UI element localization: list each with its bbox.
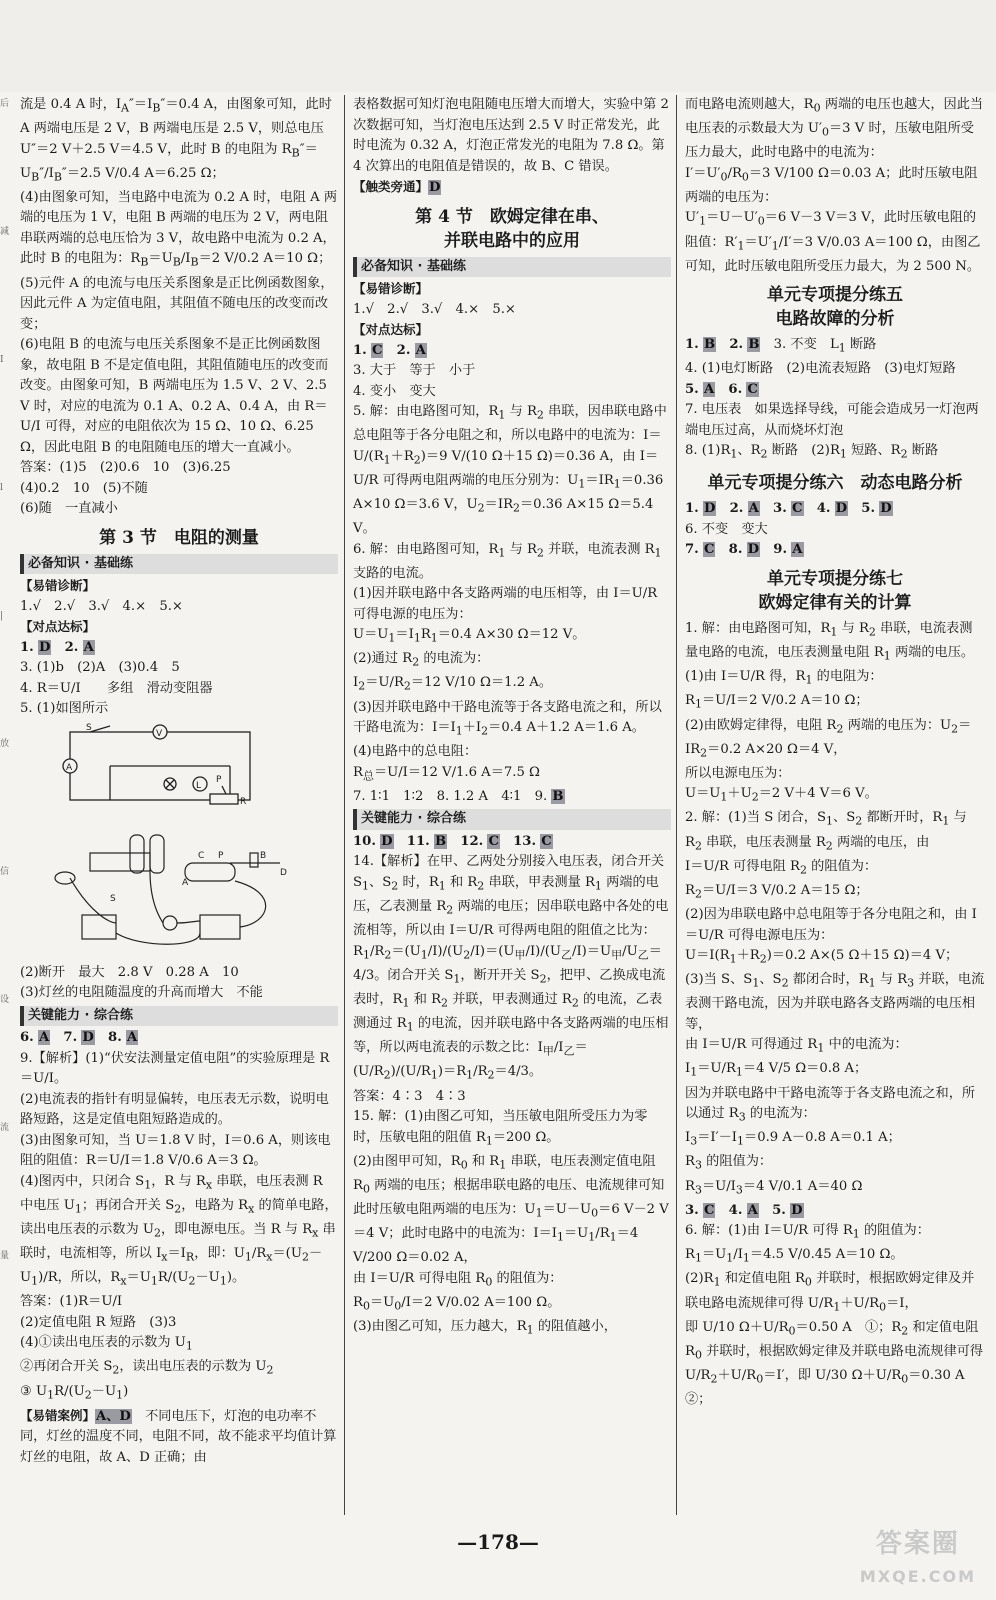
section-title: 单元专项提分练六 动态电路分析 [707, 473, 963, 494]
answer-line: 所以电源电压为： [685, 765, 791, 781]
svg-text:P: P [216, 774, 222, 785]
choice-answer: C [371, 342, 383, 358]
answer-line: $I_1=U/R_1=4$ V/5 Ω＝0.8 A； [685, 1061, 868, 1080]
choice-answer: B [434, 833, 447, 849]
choice-answer: C [541, 833, 552, 849]
answer-line: 7. 电压表 如果选择导线，可能会造成另一灯泡两端电压过高，从而烧坏灯泡 [685, 402, 979, 438]
answer-line: (4)由图象可知，当电路中电流为 0.2 A 时，电阻 A 两端的电压为 1 V，电阻 B 两端的电压为 2 V，两电阻串联两端的总电压恰为 3 V，故电路中电流为 0.2 A，此时 B 的电阻为：$R_B=U_B/I_B=2$ V/0.2 A＝10 Ω； [20, 189, 338, 270]
answer-line: 4. (1)电灯断路 (2)电流表短路 (3)电灯短路 [685, 361, 956, 377]
choice-answer: A [792, 542, 803, 558]
svg-text:L: L [196, 780, 202, 791]
column-divider [676, 95, 677, 1515]
answer-line: 答案：4∶3 4∶3 [353, 1088, 466, 1104]
section-title: 单元专项提分练七 欧姆定律有关的计算 [758, 568, 912, 613]
answer-line: (4)0.2 10 (5)不随 [20, 480, 148, 496]
choice-answer: D [38, 639, 51, 655]
choice-answer: C [703, 542, 715, 558]
choice-answer: D [747, 542, 760, 558]
text-block [685, 1221, 985, 1410]
choice-answer: A [83, 639, 94, 655]
choice-answer: A [127, 1030, 138, 1046]
answer-page [8, 95, 988, 1525]
answer-line: ③ $U_1R/(U_2-U_1)$ [20, 1383, 129, 1402]
error-diagnosis-label: 【易错诊断】 [353, 281, 429, 296]
key-ability-label: 关键能力 · 综合练 [353, 809, 671, 830]
choice-answer: C [792, 501, 803, 517]
choice-answer: D [82, 1030, 94, 1046]
svg-text:V: V [156, 728, 163, 739]
answer-line: ②再闭合开关 $S_2$，读出电压表的示数为 $U_2$ [20, 1359, 274, 1378]
answer-line: (6)随 一直减小 [20, 501, 118, 517]
text-block [353, 95, 671, 177]
choice-answer: B [703, 337, 716, 353]
choice-answer: A、D [96, 1408, 131, 1424]
answer-line: $R_3$ 的阻值为： [685, 1154, 773, 1173]
answer-line: (4)图丙中，只闭合 $S_1$，R 与 $R_x$ 串联，电压表测 R 中电压 $U_1$；再闭合开关 $S_2$，电路为 $R_x$ 的简单电路，读出电压表的示数为 $U_2$，即电源电压。当 R 与 $R_x$ 串联时，电流相等，所以 $I_x=I_R$，即：$U_1/R_x=(U_2-U_1)/R$，所以，$R_x=U_1R/(U_2-U_1)$。 [20, 1173, 338, 1288]
answer-line: (2)由欧姆定律得，电阻 $R_2$ 两端的电压为：$U_2=IR_2=0.2$ A×20 Ω＝4 V， [685, 717, 972, 760]
answer-line: 8. $(1)R_1$、$R_2$ 断路 $(2)R_1$ 短路、$R_2$ 断路 [685, 443, 939, 461]
answer-line: 3. 大于 等于 小于 [353, 363, 476, 378]
answer-line: 6. A 7. D 8. A [20, 1030, 138, 1046]
answer-line: 流是 0.4 A 时，$I_A''=I_B''=0.4$ A，由图象可知，此时 A 两端电压是 2 V，B 两端电压是 2.5 V，则总电压 U″＝2 V＋2.5 V＝4.5 V，此时 B 的电阻为 $R_B''=U_B''/I_B''=2.5$ V/0.4 A＝6.25 Ω； [20, 97, 332, 184]
answer-line: 2. 解：(1)当 S 闭合，$S_1$、$S_2$ 都断开时，$R_1$ 与 $R_2$ 串联，电压表测量 $R_2$ 两端的电压，由 [685, 810, 967, 853]
answer-line: (1)因并联电路中各支路两端的电压相等，由 I＝U/R [353, 586, 658, 602]
answer-line: 5. (1)如图所示 [20, 701, 109, 717]
answer-line: 答案：(1)R＝U/I [20, 1294, 123, 1310]
answer-line: 1. D 2. A 3. C 4. D 5. D [685, 501, 892, 517]
text-block [353, 1107, 671, 1341]
answer-line: 6. 解：由电路图可知，$R_1$ 与 $R_2$ 并联，电流表测 $R_1$ 支路的电流。 [353, 541, 662, 581]
answer-line: (2)电流表的指针有明显偏转，电压表无示数，说明电路短路，这是定值电阻短路造成的。 [20, 1091, 329, 1128]
text-block [20, 963, 338, 1004]
edge-character: 减 [0, 227, 10, 237]
answer-line: (3)因并联电路中干路电流等于各支路电流之和，所以干路电流为：$I=I_1+I_2=0.4$ A＋1.2 A＝1.6 A。 [353, 699, 662, 738]
choice-answer: A [703, 381, 715, 397]
answer-line: 由 I＝U/R 可得通过 $R_1$ 中的电流为： [685, 1037, 908, 1055]
choice-answer: D [791, 1202, 803, 1218]
answer-line: (2)通过 $R_2$ 的电流为： [353, 651, 490, 669]
answer-line: 表格数据可知灯泡电阻随电压增大而增大，实验中第 2 次数据可知，当灯泡电压达到 2.5 V 时正常发光，此时电流为 0.32 A，灯泡正常发光的电阻为 7.8 Ω。第 4 次算出的电阻值是错误的，故 B、C 错误。 [353, 97, 669, 174]
answer-line: (3)当 S、$S_1$、$S_2$ 都闭合时，$R_1$ 与 $R_3$ 并联，电流表测干路电流，因为并联电路各支路两端的电压相等， [685, 972, 985, 1032]
choice-answer: D [880, 501, 892, 517]
choice-answer: A [38, 1030, 50, 1046]
error-diagnosis-label: 【易错诊断】 [20, 578, 96, 594]
choice-answer: C [747, 381, 758, 397]
answer-line: 14.【解析】在甲、乙两处分别接入电压表，闭合开关 $S_1$、$S_2$ 时，$R_1$ 和 $R_2$ 串联，甲表测量 $R_1$ 两端的电压，乙表测量 $R_2$ 两端的电压；因串联电路中各处的电流相等，所以由 I＝U/R 可得两电阻的阻值之比为：$R_1/R_2=(U_1/I)/(U_2/I)=(U_甲/I)/(U_乙/I)=U_甲/U_乙=4/3$。闭合开关 $S_1$，断开开关 $S_2$，把甲、乙换成电流表时，$R_1$ 和 $R_2$ 并联，甲表测通过 $R_2$ 的电流，乙表测通过 $R_1$ 的电流，因并联电路中各支路两端的电压相等，所以两电流表的示数之比：$I_甲/I_乙=(U/R_2)/(U/R_1)=R_1/R_2=4/3$。 [353, 854, 669, 1083]
answer-line: $R_3=U/I_3=4$ V/0.1 A＝40 Ω [685, 1178, 863, 1197]
section-title: 第 4 节 欧姆定律在串、 并联电路中的应用 [415, 206, 609, 251]
page-number: —178— [457, 1530, 539, 1554]
choice-answer: D [835, 501, 848, 517]
answer-line: 6. 解：(1)由 I＝U/R 可得 $R_1$ 的阻值为： [685, 1223, 930, 1241]
column-1 [20, 95, 338, 1468]
answer-line: 3. (1)b (2)A (3)0.4 5 [20, 660, 180, 676]
answer-line: $U=U_1=I_1R_1=0.4$ A×30 Ω＝12 V。 [353, 627, 586, 645]
text-block [353, 852, 671, 1107]
answer-line: 由 I＝U/R 可得电阻 $R_0$ 的阻值为： [353, 1270, 563, 1289]
answer-line: (1)由 I＝U/R 得，$R_1$ 的电阻为： [685, 669, 883, 687]
column-2 [353, 95, 671, 1341]
svg-text:P: P [218, 851, 224, 862]
choice-answer: A [748, 501, 759, 517]
svg-text:A: A [182, 878, 189, 889]
answer-line: (2)断开 最大 2.8 V 0.28 A 10 [20, 964, 239, 980]
choice-answer: D [381, 833, 393, 849]
choice-answer: C [703, 1202, 715, 1218]
answer-line: 5. A 6. C [685, 381, 758, 397]
edge-character: | [0, 611, 4, 621]
answer-line: $U'_1=U-U'_0=6$ V－3 V＝3 V，此时压敏电阻的阻值：$R'_1=U'_1/I'=3$ V/0.03 A＝100 Ω，由图乙可知，此时压敏电阻所受压力最大，为 2 500 N。 [685, 210, 981, 274]
answer-line: $I_2=U/R_2=12$ V/10 Ω＝1.2 A。 [353, 675, 553, 694]
section-title: 第 3 节 电阻的测量 [99, 527, 259, 548]
choice-answer: C [488, 833, 499, 849]
answer-line: (5)元件 A 的电流与电压关系图象是正比例函数图象，因此元件 A 为定值电阻，其阻值不随电压的改变而改变； [20, 275, 334, 332]
answer-line: 7. C 8. D 9. A [685, 542, 803, 558]
text-block [353, 540, 671, 787]
answer-line: 9.【解析】(1)“伏安法测量定值电阻”的实验原理是 R＝U/I。 [20, 1050, 330, 1087]
answer-line: $U=U_1+U_2=2$ V＋4 V＝6 V。 [685, 786, 878, 804]
svg-text:C: C [198, 851, 205, 862]
answer-line: 1. 解：由电路图可知，$R_1$ 与 $R_2$ 串联，电流表测量电路的电流，电压表测量电阻 $R_1$ 两端的电压。 [685, 620, 975, 663]
answer-line: 7. 1∶1 1∶2 8. 1.2 A 4∶1 9. B [353, 788, 564, 804]
edge-character: 信 [0, 867, 10, 877]
answer-line: $I_3=I'-I_1=0.9$ A－0.8 A＝0.1 A； [685, 1130, 901, 1148]
basic-practice-label: 必备知识 · 基础练 [20, 554, 338, 575]
answer-line: (6)电阻 B 的电流与电压关系图象不是正比例函数图象，故电阻 B 不是定值电阻，其阻值随电压的改变而改变。由图象可知，B 两端电压为 1.5 V、2 V、2.5 V 时，对应的电流为 0.1 A、0.2 A、0.4 A，由 R＝U/I 可得，对应的电阻依次为 15 Ω、10 Ω、6.25 Ω，因此电阻 B 的电阻随电压的增大一直减小。 [20, 337, 329, 455]
answer-line: I＝U/R 可得电阻 $R_2$ 的阻值为： [685, 858, 878, 877]
circuit-diagram [50, 722, 280, 812]
answer-line: 3. C 4. A 5. D [685, 1202, 803, 1218]
answer-line: 而电路电流则越大，$R_0$ 两端的电压也越大，因此当电压表的示数最大为 $U'_0=3$ V 时，压敏电阻所受压力最大，此时电路中的电流为： [685, 97, 984, 161]
key-ability-label: 关键能力 · 综合练 [20, 1006, 338, 1027]
column-divider [344, 95, 345, 1515]
watermark-logo: 答案圈 MXQE.COM [859, 1529, 976, 1586]
answer-line: 5. 解：由电路图可知，$R_1$ 与 $R_2$ 串联，因串联电路中总电阻等于各分电阻之和，所以电路中的电流为：$I=U/(R_1+R_2)=9$ V/(10 Ω＋15 Ω)＝0.36 A，由 I＝U/R 可得两电阻两端的电压分别为：$U_1=IR_1=0.36$ A×10 Ω＝3.6 V，$U_2=IR_2=0.36$ A×15 Ω＝5.4 V。 [353, 404, 667, 537]
answer-line: 1.√ 2.√ 3.√ 4.× 5.× [353, 301, 516, 317]
answer-line: (3)灯丝的电阻随温度的升高而增大 不能 [20, 985, 263, 1001]
answer-line: 15. 解：(1)由图乙可知，当压敏电阻所受压力为零时，压敏电阻的阻值 $R_1=200$ Ω。 [353, 1109, 648, 1148]
edge-character: 流 [0, 1123, 10, 1133]
answer-line: 答案：(1)5 (2)0.6 10 (3)6.25 [20, 460, 231, 476]
svg-text:A: A [66, 762, 73, 773]
section-title: 单元专项提分练五 电路故障的分析 [767, 285, 903, 330]
answer-line: $R_0=U_0/I=2$ V/0.02 A＝100 Ω。 [353, 1294, 561, 1313]
text-block [685, 619, 985, 808]
svg-text:R: R [240, 796, 247, 807]
basic-practice-label: 必备知识 · 基础练 [353, 257, 671, 278]
answer-line: 【易错案例】A、D 不同电压下，灯泡的电功率不同，灯丝的温度不同，电阻不同，故不能求平均值计算灯丝的电阻，故 A、D 正确；由 [20, 1407, 337, 1465]
answer-line: 1. B 2. B 3. 不变 $L_1$ 断路 [685, 337, 877, 355]
answer-line: (2)由图甲可知，$R_0$ 和 $R_1$ 串联，电压表测定值电阻 $R_0$ 两端的电压；根据串联电路的电压、电流规律可知此时压敏电阻两端的电压为：$U_1=U-U_0=6$ V－2 V＝4 V；此时电路中的电流为：$I=I_1=U_1/R_1=4$ V/200 Ω＝0.02 A， [353, 1153, 669, 1266]
choice-answer: D [703, 501, 716, 517]
text-block [685, 95, 985, 277]
answer-line: 4. R＝U/I 多组 滑动变阻器 [20, 680, 213, 696]
answer-line: (4)①读出电压表的示数为 $U_1$ [20, 1335, 193, 1353]
svg-text:S: S [110, 894, 116, 905]
edge-character: I [0, 355, 4, 365]
edge-character: 设 [0, 995, 10, 1005]
edge-character: 放 [0, 739, 10, 749]
target-practice-label: 【对点达标】 [20, 619, 96, 635]
edge-character: 量 [0, 1251, 10, 1261]
answer-line: $I'=U'_0/R_0=3$ V/100 Ω＝0.03 A；此时压敏电阻两端的电压为： [685, 165, 978, 205]
choice-answer: B [748, 337, 760, 353]
answer-line: 6. 不变 变大 [685, 521, 768, 537]
choice-answer: A [747, 1202, 758, 1218]
answer-line: (2)定值电阻 R 短路 (3)3 [20, 1314, 177, 1330]
answer-line: 1.√ 2.√ 3.√ 4.× 5.× [20, 598, 183, 614]
answer-line: $R_1=U/I=2$ V/0.2 A＝10 Ω； [685, 693, 869, 712]
choice-answer: B [552, 788, 564, 804]
top-margin [0, 0, 996, 92]
apparatus-figure [50, 823, 310, 953]
answer-line: 1. C 2. A [353, 342, 426, 358]
answer-line: $R_1=U_1/I_1=4.5$ V/0.45 A＝10 Ω。 [685, 1247, 904, 1265]
text-block [20, 95, 338, 520]
answer-line: (3)由图乙可知，压力越大，$R_1$ 的阻值越小， [353, 1319, 617, 1337]
answer-line: (3)由图象可知，当 U＝1.8 V 时，I＝0.6 A，则该电阻的阻值：R＝U/I＝1.8 V/0.6 A＝3 Ω。 [20, 1132, 331, 1169]
column-3 [685, 95, 985, 1411]
answer-line: 即 U/10 $\Omega+U/R_0=0.50$ A ①；$R_2$ 和定值电阻 $R_0$ 并联时，根据欧姆定律及并联电路电流规律可得 $U/R_2+U/R_0=I'$，即 U/30 $\Omega+U/R_0=0.30$ A ②； [685, 1319, 984, 1408]
answer-line: 4. 变小 变大 [353, 383, 436, 399]
text-block [20, 1049, 338, 1406]
answer-line: (4)电路中的总电阻： [353, 744, 478, 760]
answer-line: $U=I(R_1+R_2)=0.2$ A×(5 Ω＋15 Ω)＝4 V； [685, 948, 959, 966]
answer-line: 可得电源的电压为： [353, 606, 472, 622]
answer-line: 10. D 11. B 12. C 13. C [353, 833, 552, 849]
edge-character: 后 [0, 99, 10, 109]
answer-line: $R_总=U/I=12$ V/1.6 A＝7.5 Ω [353, 764, 540, 783]
text-block [685, 808, 985, 1200]
svg-text:D: D [280, 868, 287, 879]
answer-line: 【触类旁通】D [353, 179, 441, 195]
answer-line: $R_2=U/I=3$ V/0.2 A＝15 Ω； [685, 882, 869, 901]
answer-line: (2)因为串联电路中总电阻等于各分电阻之和，由 I＝U/R 可得电源电压为： [685, 907, 977, 943]
edge-character: l [0, 483, 3, 493]
answer-line: 1. D 2. A [20, 639, 94, 655]
answer-line: $(2)R_1$ 和定值电阻 $R_0$ 并联时，根据欧姆定律及并联电路电流规律可得 $U/R_1+U/R_0=I$， [685, 1271, 975, 1314]
target-practice-label: 【对点达标】 [353, 322, 429, 337]
svg-text:B: B [260, 851, 267, 862]
choice-answer: D [429, 180, 441, 195]
choice-answer: A [415, 342, 426, 358]
answer-line: 因为并联电路中干路电流等于各支路电流之和，所以通过 $R_3$ 的电流为： [685, 1085, 976, 1124]
svg-text:S: S [86, 722, 92, 733]
